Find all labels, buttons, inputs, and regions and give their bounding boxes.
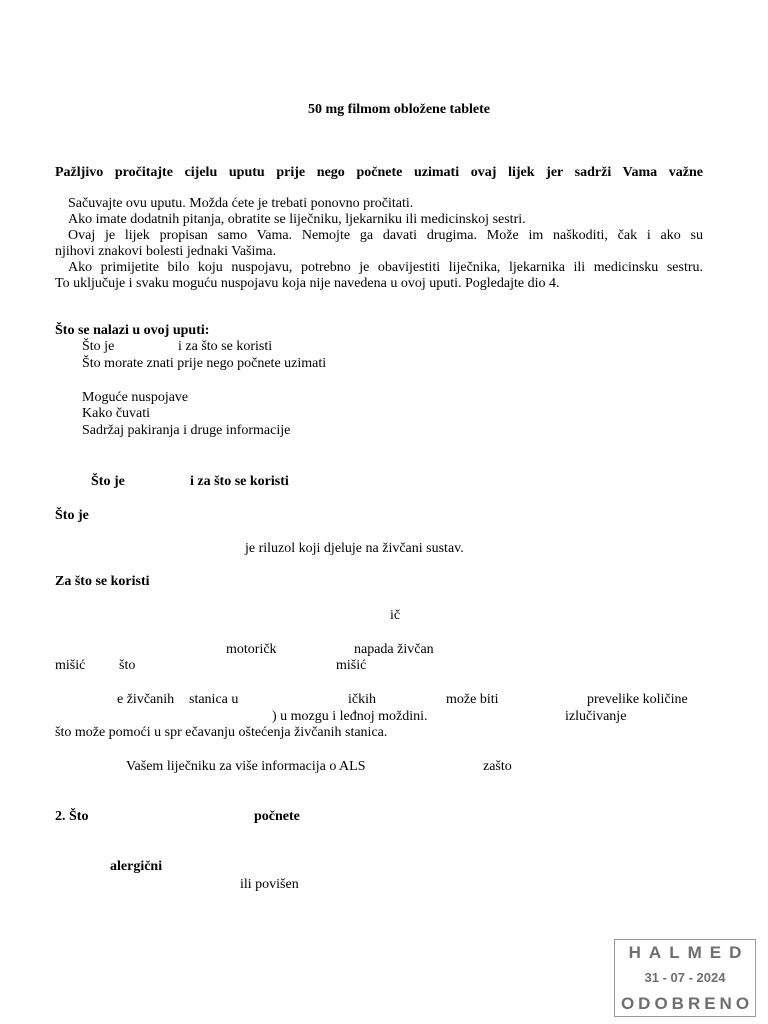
intro-paragraph-1: Sačuvajte ovu uputu. Možda ćete je trebati ponovno pročitati. — [68, 196, 414, 211]
toc-item-1-part-b: i za što se koristi — [178, 339, 273, 354]
approval-stamp — [614, 939, 756, 1017]
section-2-heading-part-a: 2. Što — [55, 809, 89, 824]
text-fragment: napada živčan — [354, 642, 434, 657]
toc-item-4: Moguće nuspojave — [82, 390, 189, 405]
intro-paragraph-3-line-2: njihovi znakovi bolesti jednaki Vašima. — [55, 244, 276, 259]
text-fragment: što može pomoći u spr ečavanju oštećenja živčanih stanica. — [55, 725, 388, 740]
text-fragment: što — [119, 658, 136, 673]
text-fragment: motoričk — [226, 642, 277, 657]
toc-heading: Što se nalazi u ovoj uputi: — [55, 323, 210, 338]
text-fragment: ič — [390, 608, 401, 623]
intro-heading: Pažljivo pročitajte cijelu uputu prije nego počnete uzimati ovaj lijek jer sadrži Vama važne — [55, 165, 703, 180]
text-fragment: ) u mozgu i leđnoj moždini. — [272, 709, 428, 724]
text-fragment: stanica u — [189, 692, 239, 707]
text-fragment: e živčanih — [117, 692, 175, 707]
stamp-status: ODOBRENO — [620, 994, 754, 1013]
intro-paragraph-3-line-1: Ovaj je lijek propisan samo Vama. Nemojte ga davati drugima. Može im naškoditi, čak i ako su — [68, 228, 703, 243]
text-fragment: ičkih — [348, 692, 376, 707]
text-fragment: prevelike količine — [587, 692, 688, 707]
section-1-heading-part-a: Što je — [91, 474, 125, 489]
text-fragment: Vašem liječniku za više informacija o ALS — [126, 759, 366, 774]
text-fragment: ili povišen — [240, 877, 299, 892]
section-2-heading-part-b: počnete — [254, 809, 300, 824]
toc-item-2: Što morate znati prije nego počnete uzimati — [82, 356, 327, 371]
document-title: 50 mg filmom obložene tablete — [308, 102, 490, 117]
stamp-agency: HALMED — [628, 943, 750, 962]
section-1-subheading-what: Što je — [55, 508, 89, 523]
toc-item-1-part-a: Što je — [82, 339, 115, 354]
stamp-date: 31 - 07 - 2024 — [644, 970, 726, 985]
toc-item-5: Kako čuvati — [82, 406, 151, 421]
intro-paragraph-4-line-2: To uključuje i svaku moguću nuspojavu koja nije navedena u ovoj uputi. Pogledajte dio 4. — [55, 276, 560, 291]
section-1-subheading-use: Za što se koristi — [55, 574, 150, 589]
intro-paragraph-4-line-1: Ako primijetite bilo koju nuspojavu, potrebno je obavijestiti liječnika, ljekarnika ili medicinsku sestru. — [68, 260, 703, 275]
text-fragment: mišić — [336, 658, 367, 673]
text-fragment: može biti — [446, 692, 499, 707]
intro-paragraph-2: Ako imate dodatnih pitanja, obratite se liječniku, ljekarniku ili medicinskoj sestri. — [68, 212, 526, 227]
section-1-line-riluzol: je riluzol koji djeluje na živčani sustav. — [245, 541, 464, 556]
text-fragment: alergični — [110, 859, 163, 874]
toc-item-6: Sadržaj pakiranja i druge informacije — [82, 423, 291, 438]
text-fragment: mišić — [55, 658, 86, 673]
text-fragment: zašto — [483, 759, 512, 774]
section-1-heading-part-b: i za što se koristi — [190, 474, 289, 489]
text-fragment: izlučivanje — [565, 709, 627, 724]
